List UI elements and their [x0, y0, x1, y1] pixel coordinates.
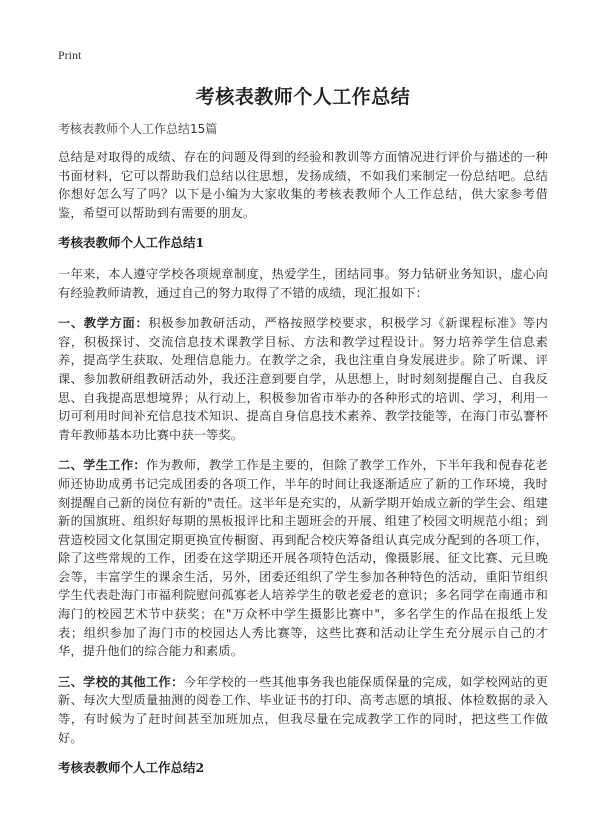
page-title: 考核表教师个人工作总结 — [195, 86, 411, 108]
article-body — [58, 148, 548, 790]
student-work-paragraph — [58, 456, 548, 661]
student-work-lead: 二、学生工作： — [58, 458, 146, 473]
document-subtitle: 考核表教师个人工作总结15篇 — [58, 122, 218, 136]
other-work-lead: 三、学校的其他工作： — [58, 674, 184, 689]
student-work-text: 作为教师，教学工作是主要的，但除了教学工作外，下半年我和倪春花老师还协助成勇书记完成团委的各项工作，半年的时间让我逐渐适应了新的工作环境，我时刻提醒自己新的岗位有新的"责任。这半年是充实的，从新学期开始成立新的学生会、组建新的国旗班、组织好每期的黑板报评比和主题班会的开展、组建了校园文明规范小组；到营造校园文化氛围定期更换宣传橱窗、再到配合校庆筹备组认真完成分配到的各项工作，除了这些常规的工作，团委在这学期还开展各项特色活动，像摄影展、征文比赛、元旦晚会等，丰富学生的课余生活，另外，团委还组织了学生参加各种特色的活动，重阳节组织学生代表赴海门市福利院慰问孤寡老人培养学生的敬老爱老的意识；多名同学在南通市和海门的校园艺术节中获奖；在"万众杯中学生摄影比赛中"，多名学生的作品在报纸上发表；组织参加了海门市的校园达人秀比赛等，这些比赛和活动让学生充分展示自己的才华，提升他们的综合能力和素质。 — [58, 458, 548, 659]
summary-paragraph: 一年来，本人遵守学校各项规章制度，热爱学生，团结同事。努力钻研业务知识，虚心向有经验教师请教，通过自己的努力取得了不错的成绩，现汇报如下： — [58, 266, 548, 300]
section-heading-2: 考核表教师个人工作总结2 — [58, 760, 205, 776]
teaching-paragraph — [58, 314, 548, 444]
print-link[interactable]: Print — [58, 48, 82, 62]
teaching-text: 积极参加教研活动，严格按照学校要求，积极学习《新课程标准》等内容，积极探讨、交流信息技术课教学目标、方法和教学过程设计。努力培养学生信息素养，提高学生获取、处理信息能力。在教学之余，我也注重自身发展进步。除了听课、评课、参加教研组教研活动外，我还注意到要自学，从思想上，时时刻刻提醒自己、自我反思、自我提高思想境界；从行动上，积极参加省市举办的各种形式的培训、学习，利用一切可利用时间补充信息技术知识、提高自身信息技术素养、教学技能等，在海门市弘謇杯青年教师基本功比赛中获一等奖。 — [58, 316, 548, 442]
intro-paragraph: 总结是对取得的成绩、存在的问题及得到的经验和教训等方面情况进行评价与描述的一种书面材料，它可以帮助我们总结以往思想，发扬成绩，不如我们来制定一份总结吧。总结你想好怎么写了吗？以下是小编为大家收集的考核表教师个人工作总结，供大家参考借鉴，希望可以帮助到有需要的朋友。 — [58, 150, 548, 220]
other-work-paragraph — [58, 673, 548, 747]
teaching-lead: 一、教学方面： — [58, 316, 149, 331]
section-heading-1: 考核表教师个人工作总结1 — [58, 235, 205, 251]
other-work-text: 今年学校的一些其他事务我也能保质保量的完成，如学校网站的更新、每次大型质量抽测的阅卷工作、毕业证书的打印、高考志愿的填报、体检数据的录入等，有时候为了赶时间甚至加班加点，但我尽量在完成教学工作的同时，把这些工作做好。 — [58, 674, 548, 745]
